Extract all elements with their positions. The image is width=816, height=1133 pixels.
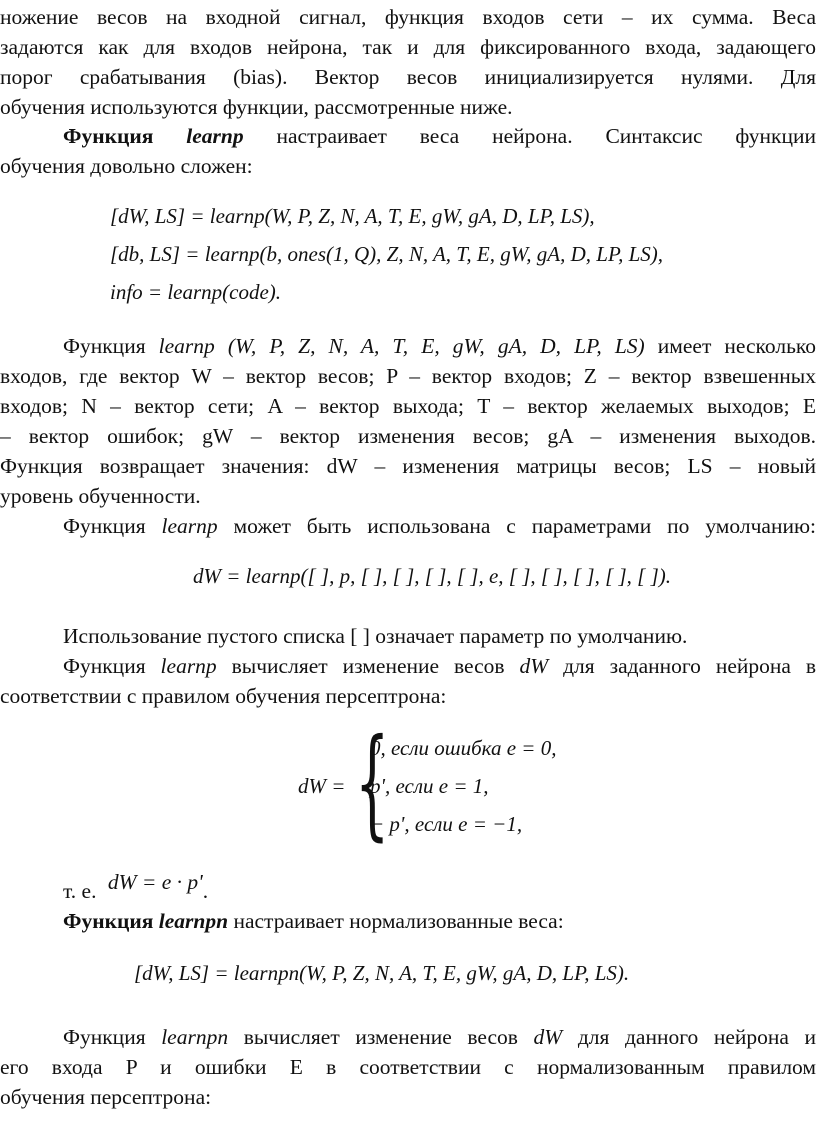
piecewise-case-2: p', если e = 1, <box>370 774 489 798</box>
paragraph-6-line-1 <box>0 651 816 681</box>
formula-learnp-weights: [dW, LS] = learnp(W, P, Z, N, A, T, E, gW, gA, D, LP, LS), <box>110 204 595 228</box>
function-name-learnp: learnp <box>161 514 218 538</box>
paragraph-4-lead: Функция <box>63 514 146 538</box>
function-name-learnpn: learnpn <box>161 1025 229 1049</box>
paragraph-6-tail: для заданного нейрона в <box>563 654 816 678</box>
paragraph-3-line-6: уровень обученности. <box>0 484 201 508</box>
curly-brace-icon: { <box>355 714 390 853</box>
paragraph-8-line-3: обучения персептрона: <box>0 1085 212 1109</box>
piecewise-case-1: 0, если ошибка e = 0, <box>370 736 557 760</box>
paragraph-8-tail: для данного нейрона и <box>577 1025 816 1049</box>
paragraph-3-line-2: входов, где вектор W – вектор весов; P – вектор входов; Z – вектор взвешенных <box>0 364 816 388</box>
paragraph-3-lead: Функция <box>63 334 146 358</box>
formula-learnpn: [dW, LS] = learnpn(W, P, Z, N, A, T, E, gW, gA, D, LP, LS). <box>134 961 630 985</box>
paragraph-7-text: настраивает нормализованные веса: <box>233 909 564 933</box>
piecewise-lhs: dW = <box>298 774 346 798</box>
paragraph-3-line-4: – вектор ошибок; gW – вектор изменения весов; gA – изменения выходов. <box>0 424 816 448</box>
paragraph-4-line-1 <box>0 511 816 541</box>
paragraph-2-line-2: обучения довольно сложен: <box>0 154 253 178</box>
paragraph-7 <box>0 906 816 936</box>
paragraph-1-line-1: ножение весов на входной сигнал, функция входов сети – их сумма. Веса <box>0 5 816 29</box>
piecewise-case-3: − p', если e = −1, <box>370 812 523 836</box>
paragraph-3-line-1 <box>0 331 816 361</box>
formula-learnp-defaults: dW = learnp([ ], p, [ ], [ ], [ ], [ ], e, [ ], [ ], [ ], [ ], [ ]). <box>193 564 671 588</box>
paragraph-8-lead: Функция <box>63 1025 146 1049</box>
paragraph-1-line-4: обучения используются функции, рассмотренные ниже. <box>0 95 513 119</box>
te-line <box>63 870 209 906</box>
paragraph-1-line-2: задаются как для входов нейрона, так и для фиксированного входа, задающего <box>0 35 816 59</box>
paragraph-8-line-1 <box>0 1022 816 1052</box>
function-keyword: Функция <box>63 124 154 148</box>
function-signature: learnp (W, P, Z, N, A, T, E, gW, gA, D, LP, LS) <box>158 334 645 358</box>
formula-learnp-bias: [db, LS] = learnp(b, ones(1, Q), Z, N, A, T, E, gW, gA, D, LP, LS), <box>110 242 664 266</box>
paragraph-8-line-2: его входа P и ошибки E в соответствии с нормализованным правилом <box>0 1055 816 1079</box>
function-name-learnp: learnp <box>160 654 217 678</box>
paragraph-4-tail: может быть использована с параметрами по умолчанию: <box>233 514 816 538</box>
paragraph-6-line-2: соответствии с правилом обучения персептрона: <box>0 684 447 708</box>
te-formula: dW = e · p' <box>107 870 203 894</box>
paragraph-8-mid: вычисляет изменение весов <box>243 1025 518 1049</box>
paragraph-2-line-1 <box>0 121 816 151</box>
formula-learnp-info: info = learnp(code). <box>110 280 282 304</box>
variable-dw: dW <box>533 1025 563 1049</box>
variable-dw: dW <box>519 654 549 678</box>
paragraph-3-tail: имеет несколько <box>657 334 816 358</box>
te-dot: . <box>202 879 209 903</box>
function-name-learnpn: learnpn <box>158 909 229 933</box>
paragraph-6-lead: Функция <box>63 654 146 678</box>
te-label: т. е. <box>63 879 97 903</box>
function-keyword: Функция <box>63 909 154 933</box>
paragraph-3-line-3: входов; N – вектор сети; A – вектор выхода; T – вектор желаемых выходов; E <box>0 394 816 418</box>
paragraph-3-line-5: Функция возвращает значения: dW – изменения матрицы весов; LS – новый <box>0 454 816 478</box>
paragraph-6-mid: вычисляет изменение весов <box>231 654 505 678</box>
paragraph-2-text: настраивает веса нейрона. Синтаксис функции <box>276 124 816 148</box>
paragraph-5: Использование пустого списка [ ] означает параметр по умолчанию. <box>63 624 688 648</box>
function-name-learnp: learnp <box>186 124 244 148</box>
paragraph-1-line-3: порог срабатывания (bias). Вектор весов инициализируется нулями. Для <box>0 65 816 89</box>
